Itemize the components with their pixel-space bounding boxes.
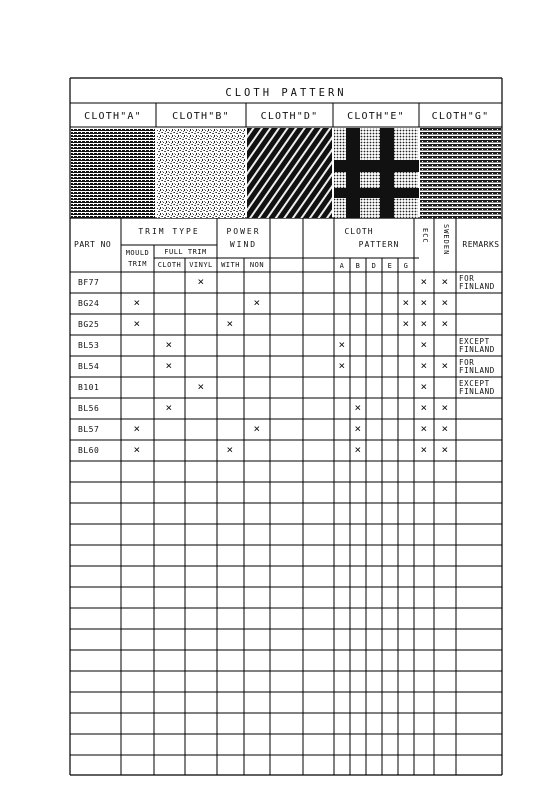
header-part-no: PART NO xyxy=(74,240,112,249)
remarks-text: FINLAND xyxy=(459,345,495,354)
mark-a: × xyxy=(338,359,346,372)
mark-g: × xyxy=(402,317,410,330)
header-cloth: CLOTH xyxy=(157,261,182,269)
cloth-swatch-d xyxy=(247,128,332,218)
mark-sweden: × xyxy=(441,359,449,372)
part-number: BG24 xyxy=(78,299,100,308)
remarks-text: EXCEPT xyxy=(459,379,490,388)
part-number: BL60 xyxy=(78,446,100,455)
header-mould-2: TRIM xyxy=(128,260,147,268)
header-pattern-d: D xyxy=(371,262,377,270)
cloth-e-label: CLOTH"E" xyxy=(347,111,405,122)
cloth-b-label: CLOTH"B" xyxy=(172,111,230,122)
header-mould-1: MOULD xyxy=(125,249,150,257)
mark-ecc: × xyxy=(420,443,428,456)
header-pattern-b: B xyxy=(355,262,361,270)
mark-a: × xyxy=(338,338,346,351)
header-non: NON xyxy=(249,261,265,269)
mark-with: × xyxy=(226,443,234,456)
part-number: BG25 xyxy=(78,320,100,329)
header-cloth-pattern-1: CLOTH xyxy=(344,227,374,236)
header-remarks: REMARKS xyxy=(462,240,500,249)
header-pattern-e: E xyxy=(387,262,393,270)
mark-mould: × xyxy=(133,443,141,456)
cloth-e-check-bar xyxy=(346,128,360,218)
header-vinyl: VINYL xyxy=(189,261,213,269)
header-ecc: ECC xyxy=(421,228,429,244)
mark-non: × xyxy=(253,422,261,435)
cloth-swatch-a xyxy=(71,128,155,218)
mark-b: × xyxy=(354,443,362,456)
mark-sweden: × xyxy=(441,317,449,330)
mark-ecc: × xyxy=(420,338,428,351)
mark-cloth: × xyxy=(165,359,173,372)
cloth-e-check-bar xyxy=(334,160,419,172)
header-power-1: POWER xyxy=(226,227,261,236)
cloth-e-check-bar xyxy=(334,188,419,198)
mark-vinyl: × xyxy=(197,275,205,288)
mark-sweden: × xyxy=(441,275,449,288)
mark-with: × xyxy=(226,317,234,330)
header-cloth-pattern-2: PATTERN xyxy=(358,240,400,249)
mark-b: × xyxy=(354,422,362,435)
header-pattern-a: A xyxy=(339,262,345,270)
part-number: BL57 xyxy=(78,425,100,434)
header-trim-type: TRIM TYPE xyxy=(138,227,200,236)
mark-ecc: × xyxy=(420,359,428,372)
mark-ecc: × xyxy=(420,401,428,414)
remarks-text: FOR xyxy=(459,274,475,283)
mark-ecc: × xyxy=(420,317,428,330)
cloth-swatch-b xyxy=(157,128,245,218)
remarks-text: FOR xyxy=(459,358,475,367)
remarks-text: FINLAND xyxy=(459,282,495,291)
mark-sweden: × xyxy=(441,401,449,414)
part-number: BL56 xyxy=(78,404,100,413)
mark-sweden: × xyxy=(441,422,449,435)
page-title: CLOTH PATTERN xyxy=(225,87,347,99)
mark-vinyl: × xyxy=(197,380,205,393)
mark-ecc: × xyxy=(420,422,428,435)
header-power-2: WIND xyxy=(229,240,258,249)
header-pattern-g: G xyxy=(403,262,409,270)
cloth-swatch-g xyxy=(420,128,501,218)
header-sweden: SWEDEN xyxy=(442,224,450,256)
mark-b: × xyxy=(354,401,362,414)
cloth-a-label: CLOTH"A" xyxy=(84,111,142,122)
mark-ecc: × xyxy=(420,296,428,309)
mark-sweden: × xyxy=(441,443,449,456)
mark-mould: × xyxy=(133,317,141,330)
remarks-text: FINLAND xyxy=(459,366,495,375)
header-with: WITH xyxy=(221,261,240,269)
cloth-d-label: CLOTH"D" xyxy=(260,111,319,122)
mark-non: × xyxy=(253,296,261,309)
mark-cloth: × xyxy=(165,401,173,414)
mark-mould: × xyxy=(133,296,141,309)
remarks-text: FINLAND xyxy=(459,387,495,396)
mark-cloth: × xyxy=(165,338,173,351)
cloth-swatches xyxy=(71,128,501,218)
mark-mould: × xyxy=(133,422,141,435)
cloth-e-check-bar xyxy=(380,128,394,218)
cloth-g-label: CLOTH"G" xyxy=(431,111,490,122)
mark-g: × xyxy=(402,296,410,309)
header-full-trim: FULL TRIM xyxy=(164,248,207,256)
mark-ecc: × xyxy=(420,380,428,393)
part-number: BL53 xyxy=(78,341,100,350)
mark-ecc: × xyxy=(420,275,428,288)
part-number: B101 xyxy=(78,383,100,392)
part-number: BL54 xyxy=(78,362,100,371)
remarks-text: EXCEPT xyxy=(459,337,490,346)
part-number: BF77 xyxy=(78,278,100,287)
mark-sweden: × xyxy=(441,296,449,309)
